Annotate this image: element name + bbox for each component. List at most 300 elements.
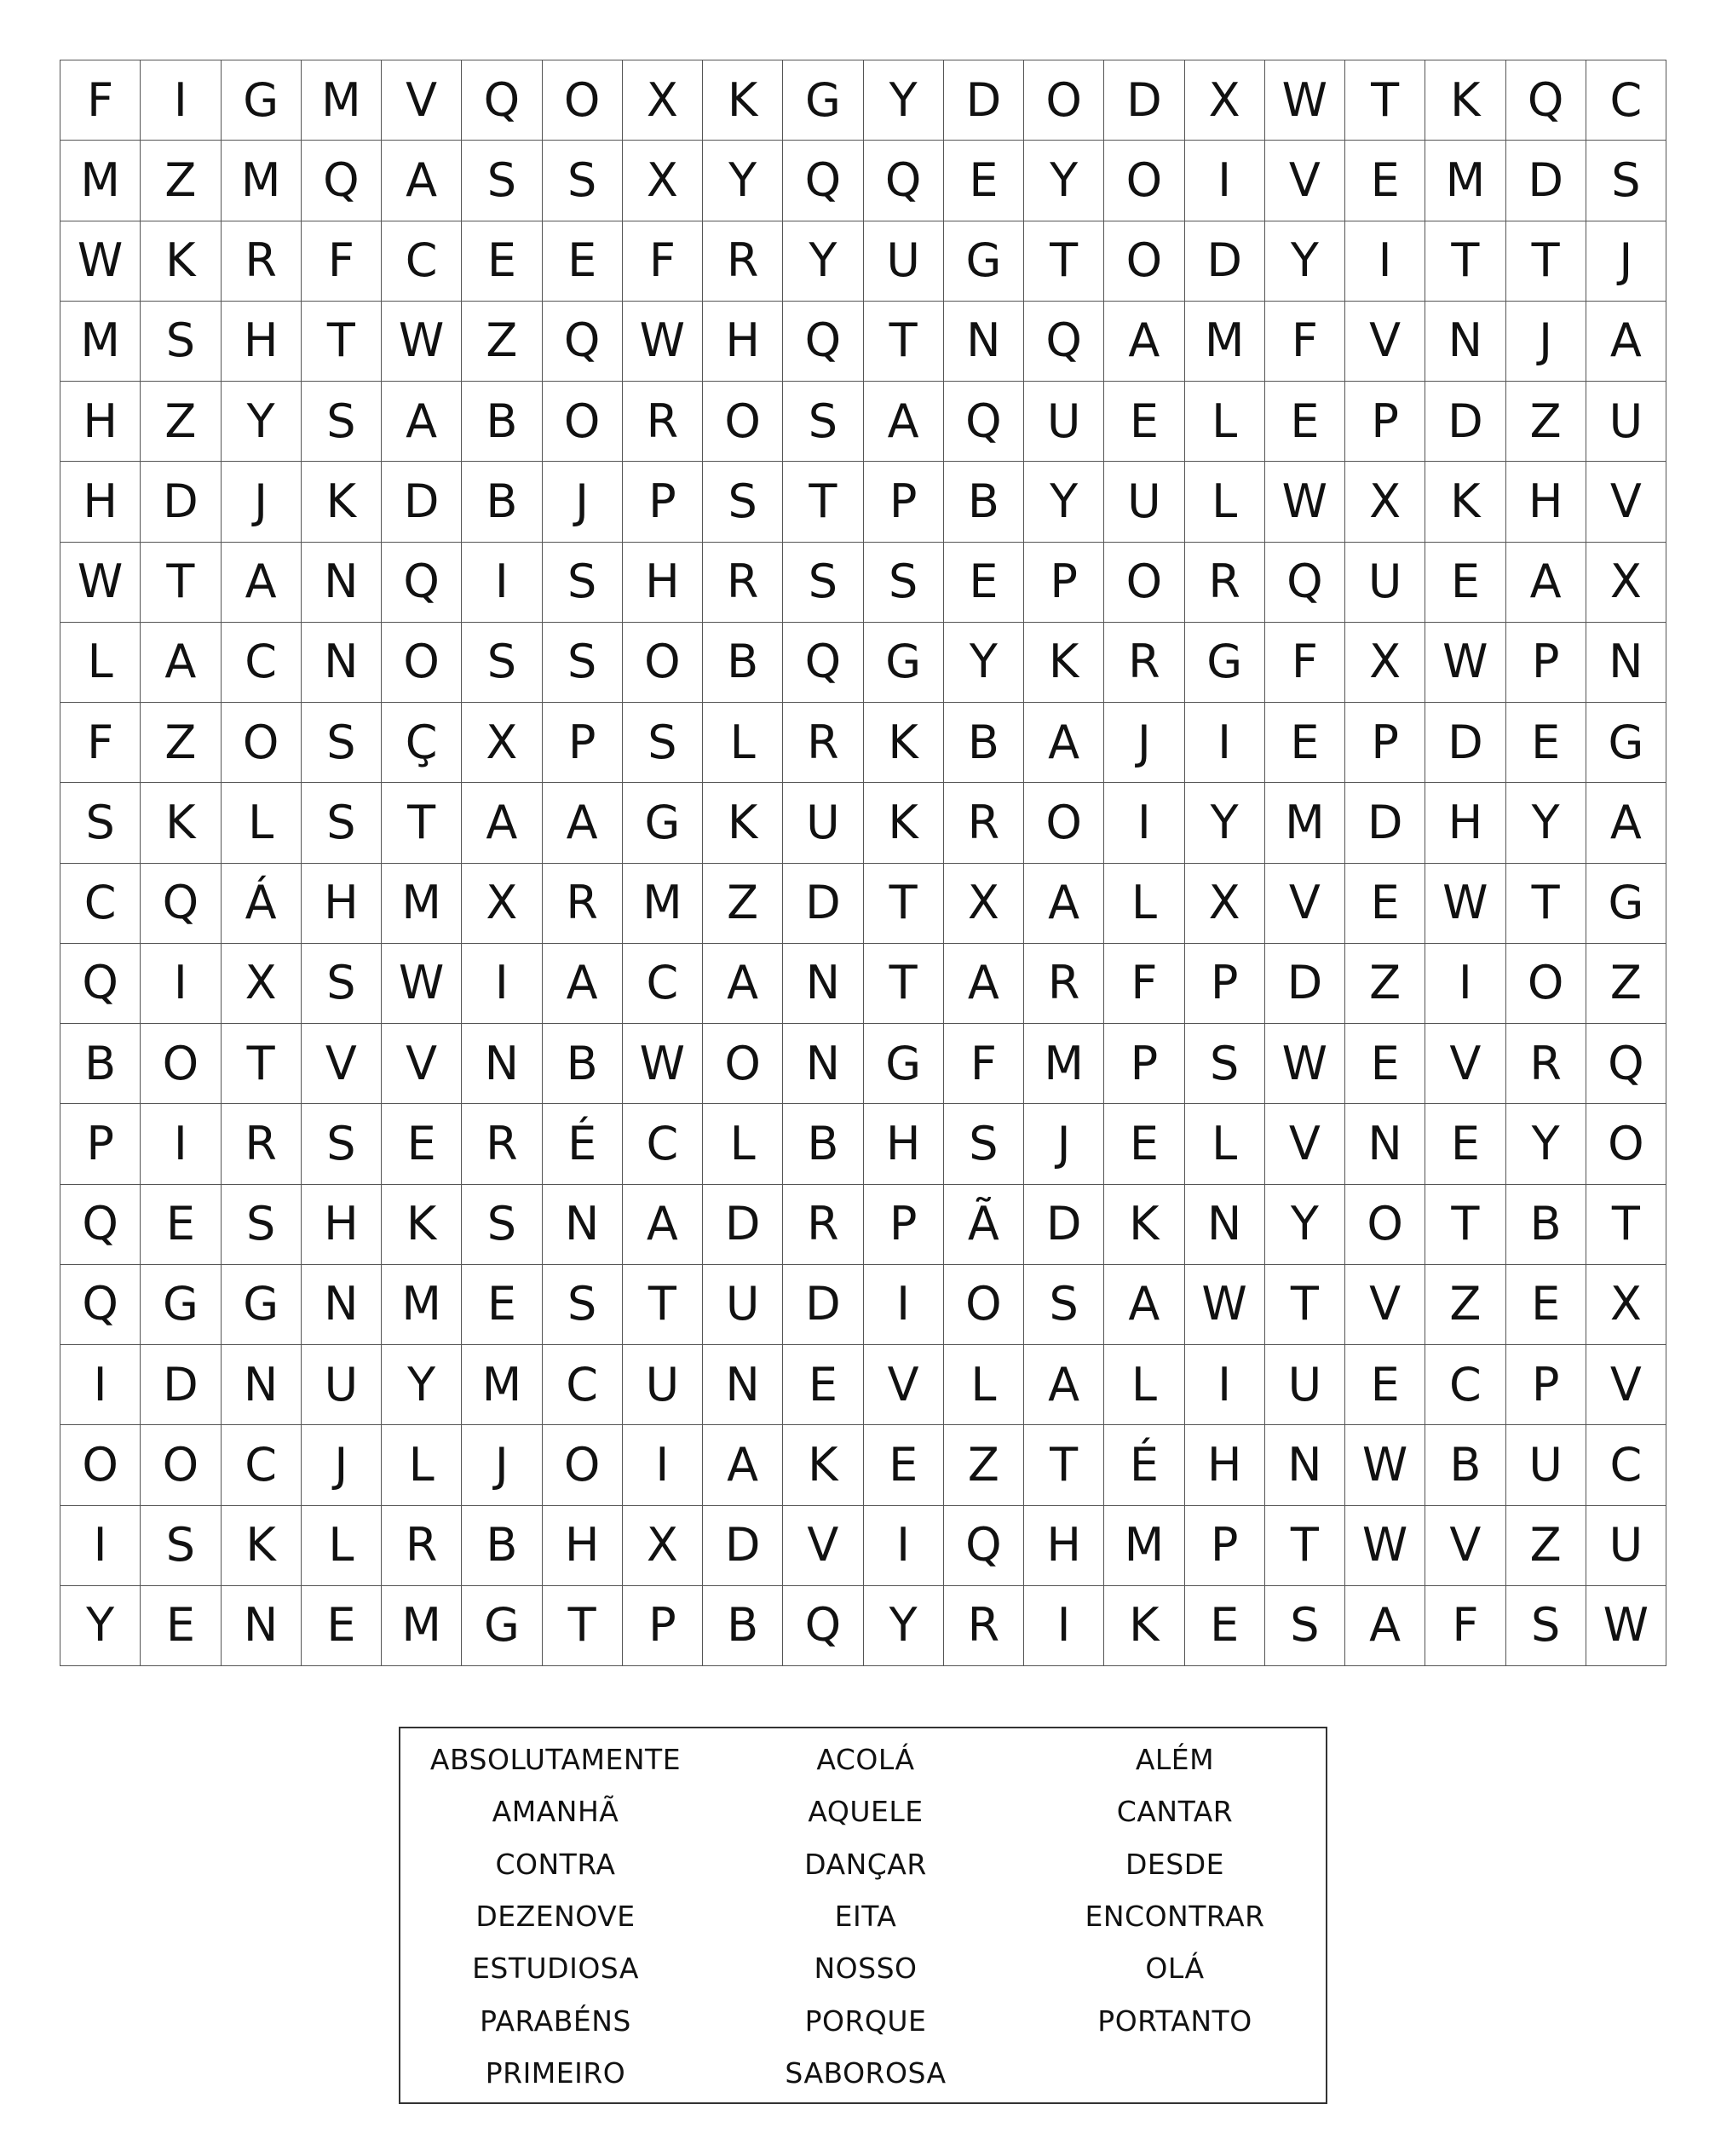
grid-cell[interactable]: I (1104, 783, 1184, 863)
grid-cell[interactable]: B (944, 462, 1024, 542)
grid-cell[interactable]: J (1104, 703, 1184, 783)
grid-cell[interactable]: N (543, 1185, 623, 1265)
grid-cell[interactable]: N (302, 1265, 382, 1345)
grid-cell[interactable]: S (462, 623, 542, 703)
grid-cell[interactable]: N (1586, 623, 1666, 703)
grid-cell[interactable]: M (60, 141, 141, 221)
grid-cell[interactable]: Y (1024, 141, 1104, 221)
grid-cell[interactable]: W (1425, 623, 1505, 703)
grid-cell[interactable]: P (623, 1586, 703, 1666)
grid-cell[interactable]: A (1024, 703, 1104, 783)
grid-cell[interactable]: V (1586, 1345, 1666, 1425)
grid-cell[interactable]: H (302, 1185, 382, 1265)
grid-cell[interactable]: C (222, 1425, 302, 1505)
grid-cell[interactable]: G (1185, 623, 1265, 703)
grid-cell[interactable]: I (1185, 1345, 1265, 1425)
grid-cell[interactable]: S (543, 141, 623, 221)
grid-cell[interactable]: Y (382, 1345, 462, 1425)
grid-cell[interactable]: Y (1024, 462, 1104, 542)
grid-cell[interactable]: T (302, 302, 382, 382)
grid-cell[interactable]: O (141, 1425, 221, 1505)
grid-cell[interactable]: Q (1506, 60, 1586, 141)
grid-cell[interactable]: D (141, 1345, 221, 1425)
grid-cell[interactable]: D (1425, 382, 1505, 462)
grid-cell[interactable]: M (382, 1265, 462, 1345)
grid-cell[interactable]: C (222, 623, 302, 703)
grid-cell[interactable]: S (141, 1506, 221, 1586)
grid-cell[interactable]: K (864, 703, 944, 783)
grid-cell[interactable]: P (1185, 1506, 1265, 1586)
grid-cell[interactable]: U (1265, 1345, 1345, 1425)
grid-cell[interactable]: P (1104, 1024, 1184, 1104)
grid-cell[interactable]: X (462, 864, 542, 944)
grid-cell[interactable]: O (1586, 1104, 1666, 1184)
grid-cell[interactable]: V (1425, 1506, 1505, 1586)
grid-cell[interactable]: T (382, 783, 462, 863)
grid-cell[interactable]: M (1265, 783, 1345, 863)
grid-cell[interactable]: I (462, 944, 542, 1024)
grid-cell[interactable]: O (1345, 1185, 1425, 1265)
grid-cell[interactable]: W (382, 302, 462, 382)
grid-cell[interactable]: X (1345, 623, 1425, 703)
grid-cell[interactable]: M (1024, 1024, 1104, 1104)
grid-cell[interactable]: N (1185, 1185, 1265, 1265)
grid-cell[interactable]: Q (1265, 543, 1345, 623)
grid-cell[interactable]: G (864, 623, 944, 703)
grid-cell[interactable]: C (382, 221, 462, 302)
grid-cell[interactable]: F (1265, 302, 1345, 382)
grid-cell[interactable]: I (60, 1506, 141, 1586)
grid-cell[interactable]: L (1185, 382, 1265, 462)
grid-cell[interactable]: Y (944, 623, 1024, 703)
grid-cell[interactable]: H (1506, 462, 1586, 542)
grid-cell[interactable]: T (864, 864, 944, 944)
grid-cell[interactable]: P (1024, 543, 1104, 623)
grid-cell[interactable]: A (382, 141, 462, 221)
grid-cell[interactable]: X (462, 703, 542, 783)
grid-cell[interactable]: P (1506, 623, 1586, 703)
grid-cell[interactable]: Y (222, 382, 302, 462)
grid-cell[interactable]: F (1265, 623, 1345, 703)
grid-cell[interactable]: Z (1506, 1506, 1586, 1586)
grid-cell[interactable]: P (1185, 944, 1265, 1024)
grid-cell[interactable]: I (1425, 944, 1505, 1024)
grid-cell[interactable]: N (1265, 1425, 1345, 1505)
grid-cell[interactable]: G (623, 783, 703, 863)
grid-cell[interactable]: Y (1506, 783, 1586, 863)
grid-cell[interactable]: X (222, 944, 302, 1024)
grid-cell[interactable]: A (543, 783, 623, 863)
grid-cell[interactable]: D (1425, 703, 1505, 783)
grid-cell[interactable]: T (864, 944, 944, 1024)
grid-cell[interactable]: A (1586, 783, 1666, 863)
grid-cell[interactable]: T (1506, 864, 1586, 944)
grid-cell[interactable]: E (462, 221, 542, 302)
grid-cell[interactable]: R (1024, 944, 1104, 1024)
grid-cell[interactable]: O (703, 382, 783, 462)
grid-cell[interactable]: A (1024, 864, 1104, 944)
grid-cell[interactable]: P (1506, 1345, 1586, 1425)
grid-cell[interactable]: E (1104, 382, 1184, 462)
grid-cell[interactable]: V (1265, 864, 1345, 944)
grid-cell[interactable]: I (864, 1265, 944, 1345)
grid-cell[interactable]: F (1425, 1586, 1505, 1666)
grid-cell[interactable]: Y (1506, 1104, 1586, 1184)
grid-cell[interactable]: K (703, 783, 783, 863)
grid-cell[interactable]: I (1024, 1586, 1104, 1666)
grid-cell[interactable]: O (1506, 944, 1586, 1024)
grid-cell[interactable]: C (1425, 1345, 1505, 1425)
grid-cell[interactable]: C (1586, 60, 1666, 141)
grid-cell[interactable]: X (944, 864, 1024, 944)
grid-cell[interactable]: W (1185, 1265, 1265, 1345)
grid-cell[interactable]: K (222, 1506, 302, 1586)
grid-cell[interactable]: Q (60, 944, 141, 1024)
grid-cell[interactable]: X (1586, 543, 1666, 623)
grid-cell[interactable]: S (543, 543, 623, 623)
grid-cell[interactable]: O (944, 1265, 1024, 1345)
grid-cell[interactable]: H (60, 382, 141, 462)
grid-cell[interactable]: T (1345, 60, 1425, 141)
grid-cell[interactable]: B (703, 623, 783, 703)
grid-cell[interactable]: H (543, 1506, 623, 1586)
grid-cell[interactable]: O (1024, 783, 1104, 863)
grid-cell[interactable]: N (1345, 1104, 1425, 1184)
grid-cell[interactable]: E (1345, 864, 1425, 944)
grid-cell[interactable]: D (703, 1506, 783, 1586)
grid-cell[interactable]: A (382, 382, 462, 462)
grid-cell[interactable]: J (1586, 221, 1666, 302)
grid-cell[interactable]: D (783, 864, 863, 944)
grid-cell[interactable]: S (141, 302, 221, 382)
grid-cell[interactable]: L (382, 1425, 462, 1505)
grid-cell[interactable]: N (1425, 302, 1505, 382)
grid-cell[interactable]: I (623, 1425, 703, 1505)
grid-cell[interactable]: Z (141, 703, 221, 783)
grid-cell[interactable]: G (864, 1024, 944, 1104)
grid-cell[interactable]: K (1425, 60, 1505, 141)
grid-cell[interactable]: J (222, 462, 302, 542)
grid-cell[interactable]: H (623, 543, 703, 623)
grid-cell[interactable]: Y (60, 1586, 141, 1666)
grid-cell[interactable]: O (222, 703, 302, 783)
grid-cell[interactable]: V (1586, 462, 1666, 542)
grid-cell[interactable]: Q (302, 141, 382, 221)
grid-cell[interactable]: U (1345, 543, 1425, 623)
grid-cell[interactable]: N (302, 623, 382, 703)
grid-cell[interactable]: K (1024, 623, 1104, 703)
grid-cell[interactable]: D (1185, 221, 1265, 302)
grid-cell[interactable]: P (1345, 382, 1425, 462)
grid-cell[interactable]: Q (783, 1586, 863, 1666)
grid-cell[interactable]: A (864, 382, 944, 462)
grid-cell[interactable]: E (1265, 703, 1345, 783)
grid-cell[interactable]: E (944, 543, 1024, 623)
grid-cell[interactable]: S (302, 703, 382, 783)
grid-cell[interactable]: B (1425, 1425, 1505, 1505)
grid-cell[interactable]: T (783, 462, 863, 542)
grid-cell[interactable]: W (1345, 1506, 1425, 1586)
grid-cell[interactable]: Q (382, 543, 462, 623)
grid-cell[interactable]: F (944, 1024, 1024, 1104)
grid-cell[interactable]: S (703, 462, 783, 542)
grid-cell[interactable]: S (60, 783, 141, 863)
grid-cell[interactable]: Y (864, 60, 944, 141)
grid-cell[interactable]: D (1024, 1185, 1104, 1265)
grid-cell[interactable]: M (623, 864, 703, 944)
grid-cell[interactable]: D (141, 462, 221, 542)
grid-cell[interactable]: C (623, 1104, 703, 1184)
grid-cell[interactable]: S (864, 543, 944, 623)
grid-cell[interactable]: Y (1265, 221, 1345, 302)
grid-cell[interactable]: C (543, 1345, 623, 1425)
grid-cell[interactable]: R (783, 703, 863, 783)
grid-cell[interactable]: N (703, 1345, 783, 1425)
grid-cell[interactable]: W (1425, 864, 1505, 944)
grid-cell[interactable]: M (302, 60, 382, 141)
grid-cell[interactable]: T (1506, 221, 1586, 302)
grid-cell[interactable]: B (60, 1024, 141, 1104)
grid-cell[interactable]: K (783, 1425, 863, 1505)
grid-cell[interactable]: A (141, 623, 221, 703)
grid-cell[interactable]: M (60, 302, 141, 382)
grid-cell[interactable]: G (1586, 703, 1666, 783)
grid-cell[interactable]: U (703, 1265, 783, 1345)
grid-cell[interactable]: R (703, 543, 783, 623)
grid-cell[interactable]: L (60, 623, 141, 703)
grid-cell[interactable]: W (1265, 60, 1345, 141)
grid-cell[interactable]: A (1104, 302, 1184, 382)
grid-cell[interactable]: D (1506, 141, 1586, 221)
grid-cell[interactable]: O (1024, 60, 1104, 141)
grid-cell[interactable]: E (1345, 1345, 1425, 1425)
grid-cell[interactable]: R (783, 1185, 863, 1265)
grid-cell[interactable]: A (1586, 302, 1666, 382)
grid-cell[interactable]: P (543, 703, 623, 783)
grid-cell[interactable]: I (60, 1345, 141, 1425)
grid-cell[interactable]: M (222, 141, 302, 221)
grid-cell[interactable]: O (1104, 141, 1184, 221)
grid-cell[interactable]: R (944, 783, 1024, 863)
grid-cell[interactable]: F (1104, 944, 1184, 1024)
grid-cell[interactable]: B (543, 1024, 623, 1104)
grid-cell[interactable]: A (703, 944, 783, 1024)
grid-cell[interactable]: W (60, 543, 141, 623)
grid-cell[interactable]: R (222, 1104, 302, 1184)
grid-cell[interactable]: E (1345, 1024, 1425, 1104)
grid-cell[interactable]: N (222, 1586, 302, 1666)
grid-cell[interactable]: W (1345, 1425, 1425, 1505)
grid-cell[interactable]: S (543, 1265, 623, 1345)
grid-cell[interactable]: D (1104, 60, 1184, 141)
grid-cell[interactable]: W (1265, 462, 1345, 542)
grid-cell[interactable]: V (302, 1024, 382, 1104)
grid-cell[interactable]: Q (944, 382, 1024, 462)
grid-cell[interactable]: N (944, 302, 1024, 382)
grid-cell[interactable]: T (1024, 1425, 1104, 1505)
grid-cell[interactable]: I (864, 1506, 944, 1586)
grid-cell[interactable]: N (222, 1345, 302, 1425)
grid-cell[interactable]: K (382, 1185, 462, 1265)
grid-cell[interactable]: Q (783, 302, 863, 382)
grid-cell[interactable]: G (1586, 864, 1666, 944)
grid-cell[interactable]: L (1104, 864, 1184, 944)
grid-cell[interactable]: E (864, 1425, 944, 1505)
grid-cell[interactable]: T (1425, 1185, 1505, 1265)
grid-cell[interactable]: E (1345, 141, 1425, 221)
grid-cell[interactable]: B (944, 703, 1024, 783)
grid-cell[interactable]: Q (60, 1265, 141, 1345)
grid-cell[interactable]: K (1104, 1586, 1184, 1666)
grid-cell[interactable]: E (1104, 1104, 1184, 1184)
grid-cell[interactable]: X (623, 141, 703, 221)
grid-cell[interactable]: G (222, 60, 302, 141)
grid-cell[interactable]: I (462, 543, 542, 623)
grid-cell[interactable]: X (623, 1506, 703, 1586)
grid-cell[interactable]: E (944, 141, 1024, 221)
grid-cell[interactable]: Z (1425, 1265, 1505, 1345)
grid-cell[interactable]: B (1506, 1185, 1586, 1265)
grid-cell[interactable]: Y (1185, 783, 1265, 863)
grid-cell[interactable]: V (1345, 1265, 1425, 1345)
grid-cell[interactable]: W (1586, 1586, 1666, 1666)
grid-cell[interactable]: N (462, 1024, 542, 1104)
grid-cell[interactable]: G (944, 221, 1024, 302)
grid-cell[interactable]: P (60, 1104, 141, 1184)
grid-cell[interactable]: J (1506, 302, 1586, 382)
grid-cell[interactable]: G (462, 1586, 542, 1666)
grid-cell[interactable]: B (462, 1506, 542, 1586)
grid-cell[interactable]: E (783, 1345, 863, 1425)
grid-cell[interactable]: A (1506, 543, 1586, 623)
grid-cell[interactable]: O (543, 60, 623, 141)
grid-cell[interactable]: K (141, 221, 221, 302)
grid-cell[interactable]: S (462, 1185, 542, 1265)
grid-cell[interactable]: R (703, 221, 783, 302)
grid-cell[interactable]: Á (222, 864, 302, 944)
grid-cell[interactable]: P (864, 462, 944, 542)
grid-cell[interactable]: I (1345, 221, 1425, 302)
grid-cell[interactable]: H (864, 1104, 944, 1184)
grid-cell[interactable]: X (1185, 864, 1265, 944)
grid-cell[interactable]: A (703, 1425, 783, 1505)
grid-cell[interactable]: A (623, 1185, 703, 1265)
grid-cell[interactable]: P (864, 1185, 944, 1265)
grid-cell[interactable]: L (222, 783, 302, 863)
grid-cell[interactable]: T (141, 543, 221, 623)
grid-cell[interactable]: O (623, 623, 703, 703)
grid-cell[interactable]: Y (703, 141, 783, 221)
grid-cell[interactable]: S (623, 703, 703, 783)
grid-cell[interactable]: A (222, 543, 302, 623)
grid-cell[interactable]: V (382, 60, 462, 141)
grid-cell[interactable]: L (302, 1506, 382, 1586)
grid-cell[interactable]: B (783, 1104, 863, 1184)
grid-cell[interactable]: W (623, 302, 703, 382)
grid-cell[interactable]: E (382, 1104, 462, 1184)
grid-cell[interactable]: T (1265, 1265, 1345, 1345)
grid-cell[interactable]: U (1104, 462, 1184, 542)
grid-cell[interactable]: I (141, 1104, 221, 1184)
grid-cell[interactable]: Z (462, 302, 542, 382)
grid-cell[interactable]: H (1024, 1506, 1104, 1586)
grid-cell[interactable]: M (1185, 302, 1265, 382)
grid-cell[interactable]: N (783, 1024, 863, 1104)
grid-cell[interactable]: R (1104, 623, 1184, 703)
grid-cell[interactable]: J (543, 462, 623, 542)
grid-cell[interactable]: D (1345, 783, 1425, 863)
grid-cell[interactable]: C (60, 864, 141, 944)
grid-cell[interactable]: Q (1586, 1024, 1666, 1104)
grid-cell[interactable]: H (222, 302, 302, 382)
grid-cell[interactable]: S (944, 1104, 1024, 1184)
grid-cell[interactable]: V (864, 1345, 944, 1425)
grid-cell[interactable]: B (462, 382, 542, 462)
grid-cell[interactable]: M (382, 1586, 462, 1666)
grid-cell[interactable]: R (1185, 543, 1265, 623)
grid-cell[interactable]: M (462, 1345, 542, 1425)
grid-cell[interactable]: E (141, 1185, 221, 1265)
grid-cell[interactable]: Z (1345, 944, 1425, 1024)
grid-cell[interactable]: Z (1506, 382, 1586, 462)
grid-cell[interactable]: T (1425, 221, 1505, 302)
grid-cell[interactable]: Q (543, 302, 623, 382)
grid-cell[interactable]: E (543, 221, 623, 302)
grid-cell[interactable]: M (1425, 141, 1505, 221)
grid-cell[interactable]: R (543, 864, 623, 944)
grid-cell[interactable]: M (1104, 1506, 1184, 1586)
grid-cell[interactable]: W (623, 1024, 703, 1104)
grid-cell[interactable]: Q (864, 141, 944, 221)
grid-cell[interactable]: V (1265, 141, 1345, 221)
grid-cell[interactable]: S (783, 382, 863, 462)
grid-cell[interactable]: A (944, 944, 1024, 1024)
grid-cell[interactable]: C (1586, 1425, 1666, 1505)
grid-cell[interactable]: X (623, 60, 703, 141)
grid-cell[interactable]: E (1506, 703, 1586, 783)
grid-cell[interactable]: G (783, 60, 863, 141)
grid-cell[interactable]: S (1024, 1265, 1104, 1345)
grid-cell[interactable]: U (1506, 1425, 1586, 1505)
grid-cell[interactable]: S (302, 783, 382, 863)
grid-cell[interactable]: V (783, 1506, 863, 1586)
grid-cell[interactable]: R (1506, 1024, 1586, 1104)
grid-cell[interactable]: T (864, 302, 944, 382)
grid-cell[interactable]: Q (462, 60, 542, 141)
grid-cell[interactable]: S (302, 1104, 382, 1184)
grid-cell[interactable]: K (1104, 1185, 1184, 1265)
grid-cell[interactable]: P (1345, 703, 1425, 783)
grid-cell[interactable]: S (543, 623, 623, 703)
grid-cell[interactable]: W (382, 944, 462, 1024)
grid-cell[interactable]: Q (1024, 302, 1104, 382)
grid-cell[interactable]: X (1345, 462, 1425, 542)
grid-cell[interactable]: S (1586, 141, 1666, 221)
grid-cell[interactable]: H (1185, 1425, 1265, 1505)
grid-cell[interactable]: S (1185, 1024, 1265, 1104)
grid-cell[interactable]: B (462, 462, 542, 542)
grid-cell[interactable]: E (1506, 1265, 1586, 1345)
grid-cell[interactable]: E (462, 1265, 542, 1345)
grid-cell[interactable]: V (1265, 1104, 1345, 1184)
grid-cell[interactable]: F (623, 221, 703, 302)
grid-cell[interactable]: V (1425, 1024, 1505, 1104)
grid-cell[interactable]: M (382, 864, 462, 944)
grid-cell[interactable]: É (1104, 1425, 1184, 1505)
grid-cell[interactable]: E (1265, 382, 1345, 462)
grid-cell[interactable]: D (382, 462, 462, 542)
grid-cell[interactable]: L (1185, 1104, 1265, 1184)
